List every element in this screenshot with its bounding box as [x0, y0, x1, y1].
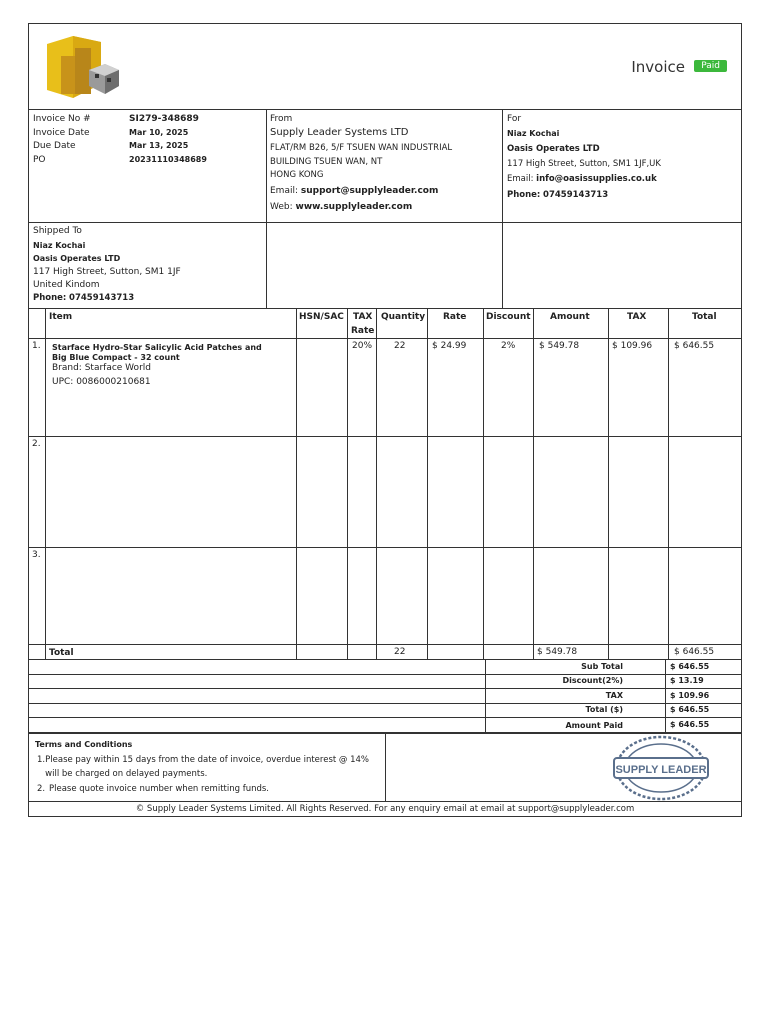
- col-header-tax: TAX: [353, 312, 373, 322]
- from-address-3: HONG KONG: [270, 170, 324, 180]
- for-block: [507, 114, 739, 200]
- subtotal-label: Sub Total: [581, 662, 623, 671]
- total-row-amount: $ 549.78: [537, 647, 578, 657]
- from-address-2: BUILDING TSUEN WAN, NT: [270, 156, 383, 167]
- invoice-date-value: Mar 10, 2025: [129, 127, 189, 137]
- for-heading: For: [507, 114, 522, 124]
- shipped-company: Oasis Operates LTD: [33, 254, 121, 263]
- row-1-upc: UPC: 0086000210681: [52, 377, 151, 387]
- discount-value: $ 13.19: [670, 676, 704, 685]
- terms-item-2-text: Please quote invoice number when remitting funds.: [49, 784, 269, 794]
- shipped-phone: 07459143713: [69, 293, 135, 303]
- row-1-rate: $ 24.99: [432, 341, 467, 351]
- invoice-meta: [33, 114, 263, 168]
- items-table: [28, 308, 742, 660]
- terms-section: [28, 733, 742, 802]
- row-1-discount: 2%: [501, 341, 516, 351]
- grand-total-value: $ 646.55: [670, 705, 710, 714]
- col-header-amount: Amount: [550, 312, 590, 322]
- invoice-header: [28, 23, 742, 110]
- shipped-block: [33, 226, 263, 303]
- footer-text: © Supply Leader Systems Limited. All Rights Reserved. For any enquiry email at email at support@supplyleader.com: [135, 804, 635, 814]
- total-row-quantity: 22: [394, 647, 406, 657]
- terms-item-2: 2. Please quote invoice number when remitting funds.: [37, 784, 269, 794]
- shipped-phone-label: Phone:: [33, 293, 67, 303]
- subtotal-value: $ 646.55: [670, 662, 710, 671]
- col-header-item: Item: [49, 312, 73, 322]
- row-1-tax: $ 109.96: [612, 341, 653, 351]
- amount-paid-value: $ 646.55: [670, 720, 710, 729]
- invoice-title: Invoice: [631, 58, 685, 76]
- for-name: Niaz Kochai: [507, 129, 560, 138]
- tax-summary-value: $ 109.96: [670, 691, 710, 700]
- row-2-number: 2.: [32, 439, 41, 449]
- col-header-total: Total: [692, 312, 717, 322]
- for-address: 117 High Street, Sutton, SM1 1JF,UK: [507, 159, 661, 169]
- from-block: [270, 114, 498, 216]
- shipped-name: Niaz Kochai: [33, 241, 86, 250]
- for-phone: 07459143713: [543, 190, 609, 200]
- due-date-label: Due Date: [33, 141, 76, 151]
- from-web-link[interactable]: www.supplyleader.com: [295, 202, 413, 212]
- footer: [28, 801, 742, 817]
- total-row-label: Total: [49, 648, 74, 658]
- status-badge: Paid: [694, 60, 727, 72]
- summary-section: [28, 659, 742, 733]
- from-email-link[interactable]: support@supplyleader.com: [300, 186, 439, 196]
- from-heading: From: [270, 114, 293, 124]
- row-1-tax-rate: 20%: [352, 341, 373, 351]
- invoice-date-label: Invoice Date: [33, 127, 90, 138]
- shipped-heading: Shipped To: [33, 226, 82, 236]
- row-3-number: 3.: [32, 550, 41, 560]
- from-address-1: FLAT/RM B26, 5/F TSUEN WAN INDUSTRIAL: [270, 143, 453, 153]
- amount-paid-label: Amount Paid: [565, 721, 623, 730]
- info-section: [28, 109, 742, 223]
- row-1-amount: $ 549.78: [539, 341, 580, 351]
- invoice-no-label: Invoice No #: [33, 114, 91, 124]
- po-label: PO: [33, 154, 46, 165]
- grand-total-label: Total ($): [585, 705, 623, 714]
- col-header-rate: Rate: [443, 312, 467, 322]
- col-header-quantity: Quantity: [381, 312, 426, 322]
- for-email-label: Email:: [507, 174, 534, 184]
- terms-item-1: 1. Please pay within 15 days from the date of invoice, overdue interest @ 14% will be charged on delayed payments.: [37, 753, 377, 781]
- company-logo: [43, 36, 133, 98]
- col-header-discount: Discount: [486, 312, 531, 322]
- tax-summary-label: TAX: [605, 691, 623, 700]
- terms-item-1-text: Please pay within 15 days from the date of invoice, overdue interest @ 14% will be charged on delayed payments.: [45, 755, 369, 779]
- for-email-link[interactable]: info@oasissupplies.co.uk: [536, 174, 657, 184]
- col-header-tax-amount: TAX: [627, 312, 647, 322]
- due-date-value: Mar 13, 2025: [129, 141, 189, 150]
- shipped-section: [28, 222, 742, 309]
- stamp-text: SUPPLY LEADER: [615, 764, 707, 776]
- discount-label: Discount(2%): [562, 676, 623, 685]
- row-1-item-name: Starface Hydro-Star Salicylic Acid Patches and Big Blue Compact - 32 count: [52, 343, 262, 362]
- row-1-brand: Brand: Starface World: [52, 363, 151, 373]
- from-web-label: Web:: [270, 202, 293, 212]
- invoice-no-value: SI279-348689: [129, 114, 199, 124]
- from-email-label: Email:: [270, 186, 299, 196]
- shipped-country: United Kindom: [33, 280, 100, 290]
- po-value: 20231110348689: [129, 154, 207, 164]
- company-stamp: [611, 735, 711, 801]
- for-company: Oasis Operates LTD: [507, 144, 600, 154]
- row-1-total: $ 646.55: [674, 341, 715, 351]
- terms-heading: Terms and Conditions: [35, 740, 133, 749]
- shipped-address: 117 High Street, Sutton, SM1 1JF: [33, 267, 181, 277]
- from-company: Supply Leader Systems LTD: [270, 127, 409, 138]
- for-phone-label: Phone:: [507, 190, 541, 200]
- row-1-number: 1.: [32, 341, 41, 351]
- col-header-hsn: HSN/SAC: [299, 312, 344, 322]
- row-1-quantity: 22: [394, 341, 406, 351]
- col-header-tax-rate: Rate: [351, 326, 375, 336]
- total-row-total: $ 646.55: [674, 647, 715, 657]
